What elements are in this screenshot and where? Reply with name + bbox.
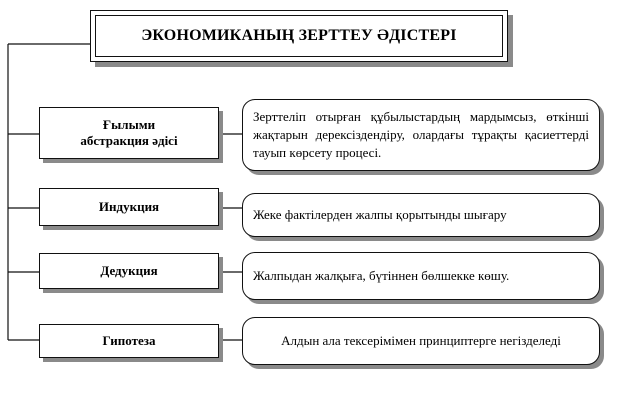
description-box-deduction: [242, 252, 600, 300]
method-box-induction: [39, 188, 219, 226]
method-label-line: абстракция әдісі: [80, 133, 178, 148]
description-text-induction: Жеке фактілерден жалпы қорытынды шығару: [253, 207, 507, 222]
description-text-abstraction: Зерттеліп отырған құбылыстардың мардымсыз, өткінші жақтарын дерексіздендіру, олардағы тұрақты қасиеттерді тауып көрсету процесі.: [253, 109, 589, 160]
title-box: [90, 10, 508, 62]
description-box-abstraction: [242, 99, 600, 171]
method-box-deduction: [39, 253, 219, 289]
description-box-induction: [242, 193, 600, 237]
method-label-abstraction: [80, 117, 177, 149]
method-label-induction: Индукция: [98, 199, 160, 214]
description-text-hypothesis: Алдын ала тексерімімен принциптерге негізделеді: [281, 333, 561, 348]
method-box-hypothesis: [39, 324, 219, 358]
method-box-abstraction: [39, 107, 219, 159]
title-inner-frame: [95, 15, 503, 57]
method-label-deduction: Дедукция: [100, 263, 158, 278]
method-label-line: Ғылыми: [102, 117, 156, 132]
description-text-deduction: Жалпыдан жалқыға, бүтіннен бөлшекке көшу.: [253, 268, 510, 283]
method-label-hypothesis: Гипотеза: [102, 333, 156, 348]
description-box-hypothesis: [242, 317, 600, 365]
diagram-title: ЭКОНОМИКАНЫҢ ЗЕРТТЕУ ӘДІСТЕРІ: [141, 27, 457, 44]
